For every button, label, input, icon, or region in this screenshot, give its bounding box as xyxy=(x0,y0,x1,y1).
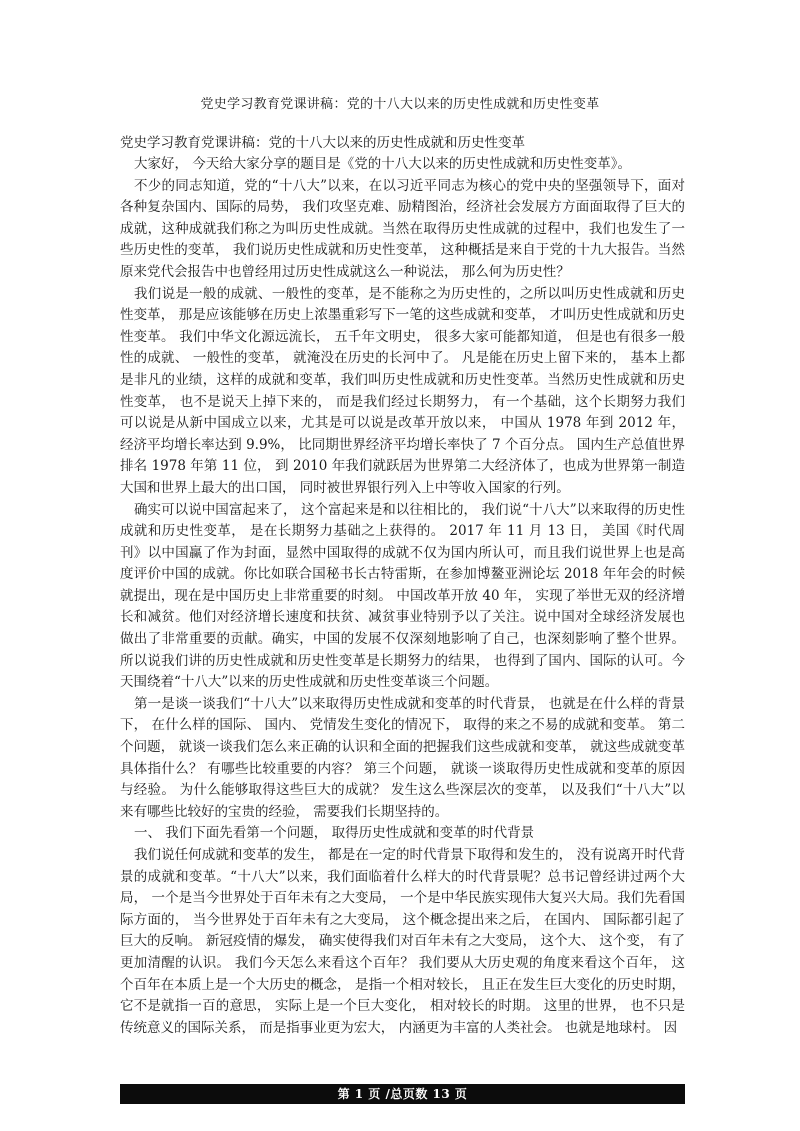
paragraph: 不少的同志知道，党的“十八大”以来，在以习近平同志为核心的党中央的坚强领导下，面对各种复杂国内、国际的局势， 我们攻坚克难、励精图治，经济社会发展方方面面取得了巨大的成就，这种成就我们称之为叫历史性成就。当然在取得历史性成就的过程中，我们也发生了一些历史性的变革， 我们说历史性成就和历史性变革， 这种概括是来自于党的十九大报告。当然原来党代会报告中也曾经用过历史性成就这么一种说法， 那么何为历史性？ xyxy=(120,177,685,280)
page-number-bar: 第 1 页 /总页数 13 页 xyxy=(120,1084,685,1104)
paragraph: 大家好， 今天给大家分享的题目是《党的十八大以来的历史性成就和历史性变革》。 xyxy=(134,156,632,172)
paragraph: 确实可以说中国富起来了， 这个富起来是和以往相比的， 我们说“十八大”以来取得的历史性成就和历史性变革， 是在长期努力基础之上获得的。 2017 年 11 月 13 日， 美国《时代周刊》以中国赢了作为封面，显然中国取得的成就不仅为国内所认可，而且我们说世界上也是高度评价中国的成就。你比如联合国秘书长古特雷斯，在参加博鳌亚洲论坛 2018 年年会的时候就提出，现在是中国历史上非常重要的时刻。 中国改革开放 40 年， 实现了举世无双的经济增长和减贫。他们对经济增长速度和扶贫、减贫事业特别予以了关注。说中国对全球经济发展也做出了非常重要的贡献。确实，中国的发展不仅深刻地影响了自己，也深刻影响了整个世界。所以说我们讲的历史性成就和历史性变革是长期努力的结果， 也得到了国内、国际的认可。今天围绕着“十八大”以来的历史性成就和历史性变革谈三个问题。 xyxy=(120,501,685,691)
document-title: 党史学习教育党课讲稿：党的十八大以来的历史性成就和历史性变革 xyxy=(120,135,525,151)
paragraph: 我们说是一般的成就、一般性的变革，是不能称之为历史性的，之所以叫历史性成就和历史性变革， 那是应该能够在历史上浓墨重彩写下一笔的这些成就和变革， 才叫历史性成就和历史性变革。 我们中华文化源远流长， 五千年文明史， 很多大家可能都知道， 但是也有很多一般性的成就、 一般性的变革， 就淹没在历史的长河中了。 凡是能在历史上留下来的， 基本上都是非凡的业绩，这样的成就和变革，我们叫历史性成就和历史性变革。当然历史性成就和历史性变革， 也不是说天上掉下来的， 而是我们经过长期努力， 有一个基础，这个长期努力我们可以说是从新中国成立以来，尤其是可以说是改革开放以来， 中国从 1978 年到 2012 年， 经济平均增长率达到 9.9%， 比同期世界经济平均增长率快了 7 个百分点。 国内生产总值世界排名 1978 年第 11 位， 到 2010 年我们就跃居为世界第二大经济体了，也成为世界第一制造大国和世界上最大的出口国， 同时被世界银行列入上中等收入国家的行列。 xyxy=(120,285,685,496)
running-header: 党史学习教育党课讲稿：党的十八大以来的历史性成就和历史性变革 xyxy=(200,97,600,112)
paragraph: 我们说任何成就和变革的发生， 都是在一定的时代背景下取得和发生的， 没有说离开时代背景的成就和变革。“十八大”以来，我们面临着什么样大的时代背景呢？总书记曾经讲过两个大局， 一个是当今世界处于百年未有之大变局， 一个是中华民族实现伟大复兴大局。我们先看国际方面的， 当今世界处于百年未有之大变局， 这个概念提出来之后， 在国内、 国际都引起了巨大的反响。 新冠疫情的爆发， 确实使得我们对百年未有之大变局， 这个大、 这个变， 有了更加清醒的认识。 我们今天怎么来看这个百年？ 我们要从大历史观的角度来看这个百年， 这个百年在本质上是一个大历史的概念， 是指一个相对较长， 且正在发生巨大变化的历史时期，它不是就指一百的意思， 实际上是一个巨大变化， 相对较长的时期。 这里的世界， 也不只是传统意义的国际关系， 而是指事业更为宏大， 内涵更为丰富的人类社会。 也就是地球村。 因 xyxy=(120,847,685,1036)
document-body xyxy=(120,133,685,1039)
section-heading: 一、 我们下面先看第一个问题， 取得历史性成就和变革的时代背景 xyxy=(134,825,535,842)
paragraph: 第一是谈一谈我们“十八大”以来取得历史性成就和变革的时代背景， 也就是在什么样的背景下， 在什么样的国际、 国内、 党情发生变化的情况下， 取得的来之不易的成就和变革。 第二个问题， 就谈一谈我们怎么来正确的认识和全面的把握我们这些成就和变革， 就这些成就变革具体指什么？ 有哪些比较重要的内容？ 第三个问题， 就谈一谈取得历史性成就和变革的原因与经验。 为什么能够取得这些巨大的成就？ 发生这么些深层次的变革， 以及我们“十八大”以来有哪些比较好的宝贵的经验， 需要我们长期坚持的。 xyxy=(120,695,685,820)
